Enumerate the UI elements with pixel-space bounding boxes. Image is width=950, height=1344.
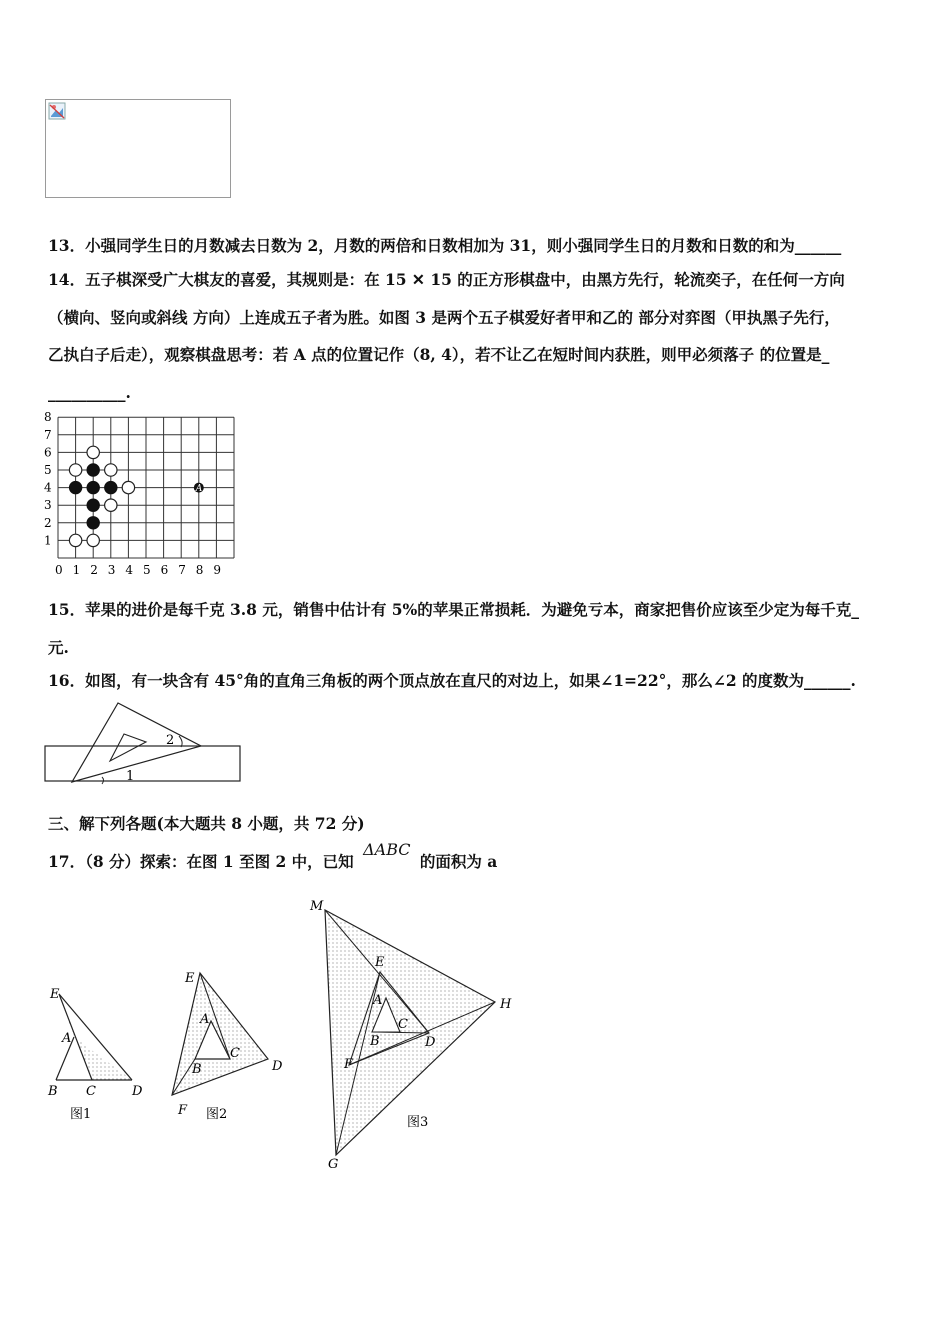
fig3-caption: 图3 <box>407 1115 429 1130</box>
white-stone <box>87 446 99 458</box>
set-square-inner <box>110 734 146 761</box>
section-3-heading: 三、解下列各题(本大题共 8 小题，共 72 分) <box>48 814 365 833</box>
board-x-label: 8 <box>195 563 204 577</box>
board-y-label: 4 <box>44 480 52 495</box>
fig3-label-A: A <box>373 993 383 1008</box>
figure-2 <box>172 971 283 1122</box>
question-14-line-1: 14．五子棋深受广大棋友的喜爱，其规则是：在 15 ✕ 15 的正方形棋盘中，由黑方先行，轮流奕子，在任何一方向 <box>48 270 845 289</box>
fig2-label-E: E <box>185 971 195 986</box>
board-x-label: 9 <box>213 563 222 577</box>
question-14-line-3: 乙执白子后走），观察棋盘思考：若 A 点的位置记作（8, 4），若不让乙在短时间内获胜，则甲必须落子 的位置是_ <box>48 345 830 364</box>
board-x-label: 0 <box>55 563 63 577</box>
question-14-line-2: （横向、竖向或斜线 方向）上连成五子者为胜。如图 3 是两个五子棋爱好者甲和乙的 部分对弈图（甲执黑子先行， <box>48 308 840 327</box>
black-stone <box>87 517 99 529</box>
question-17 <box>48 840 498 872</box>
fig1-label-E: E <box>50 987 60 1002</box>
ruler-triangle-figure <box>44 698 244 788</box>
fig3-label-E: E <box>375 955 385 970</box>
board-x-label: 7 <box>178 563 186 577</box>
fig3-label-H: H <box>500 997 512 1012</box>
angle-1-label: 1 <box>126 769 135 784</box>
angle-2-label: 2 <box>166 733 175 748</box>
fig2-label-B: B <box>192 1062 202 1077</box>
fig2-caption: 图2 <box>206 1107 228 1122</box>
board-x-label: 2 <box>90 563 98 577</box>
point-a-label: A <box>195 484 203 495</box>
broken-image <box>45 99 231 198</box>
question-14-line-4: __________. <box>48 383 131 402</box>
fig1-caption: 图1 <box>70 1107 92 1122</box>
fig2-label-D: D <box>272 1059 283 1074</box>
question-16: 16．如图，有一块含有 45°角的直角三角板的两个顶点放在直尺的对边上，如果∠1=22°，那么∠2 的度数为______. <box>48 671 856 690</box>
black-stone <box>87 464 99 476</box>
board-y-label: 8 <box>44 410 52 425</box>
black-stone <box>87 481 99 493</box>
board-x-label: 1 <box>72 563 81 577</box>
black-stone <box>69 481 81 493</box>
board-y-label: 7 <box>44 427 52 442</box>
question-15-line-2: 元. <box>48 638 69 657</box>
question-15-line-1: 15．苹果的进价是每千克 3.8 元，销售中估计有 5%的苹果正常损耗．为避免亏本，商家把售价应该至少定为每千克_ <box>48 600 859 619</box>
white-stone <box>122 481 134 493</box>
broken-image-icon <box>48 102 66 120</box>
figure-1 <box>47 987 143 1122</box>
fig3-label-C: C <box>398 1017 408 1032</box>
fig3-label-G: G <box>328 1157 339 1172</box>
fig2-label-F: F <box>178 1103 188 1118</box>
board-y-label: 3 <box>44 498 52 513</box>
white-stone <box>69 464 81 476</box>
fig2-label-A: A <box>200 1012 210 1027</box>
black-stone <box>87 499 99 511</box>
figure-3 <box>309 899 512 1172</box>
fig3-label-M: M <box>310 899 324 914</box>
fig3-label-F: F <box>344 1057 354 1072</box>
question-17-prefix: 17．（8 分）探索：在图 1 至图 2 中，已知 <box>48 852 354 871</box>
board-y-label: 1 <box>44 533 52 548</box>
question-13: 13．小强同学生日的月数减去日数为 2，月数的两倍和日数相加为 31，则小强同学生日的月数和日数的和为______ <box>48 236 842 255</box>
board-x-label: 4 <box>125 563 134 577</box>
ruler <box>45 746 240 781</box>
fig3-label-B: B <box>370 1034 380 1049</box>
white-stone <box>105 464 117 476</box>
board-x-label: 6 <box>160 563 169 577</box>
question-17-math: ΔABC <box>363 840 411 859</box>
fig1-label-B: B <box>48 1084 58 1099</box>
fig1-label-A: A <box>62 1031 72 1046</box>
angle-2-arc <box>179 736 182 747</box>
white-stone <box>69 534 81 546</box>
white-stone <box>105 499 117 511</box>
fig3-label-D: D <box>425 1035 436 1050</box>
gomoku-board <box>40 410 250 580</box>
question-17-suffix: 的面积为 a <box>419 852 498 871</box>
board-y-label: 6 <box>44 445 52 460</box>
black-stone <box>105 481 117 493</box>
board-y-label: 2 <box>44 515 52 530</box>
geometry-figures <box>40 890 530 1180</box>
board-x-label: 3 <box>107 563 116 577</box>
fig1-label-D: D <box>132 1084 143 1099</box>
board-y-label: 5 <box>44 463 52 477</box>
fig1-label-C: C <box>86 1084 96 1099</box>
white-stone <box>87 534 99 546</box>
board-x-label: 5 <box>143 563 151 577</box>
fig2-label-C: C <box>230 1046 240 1061</box>
